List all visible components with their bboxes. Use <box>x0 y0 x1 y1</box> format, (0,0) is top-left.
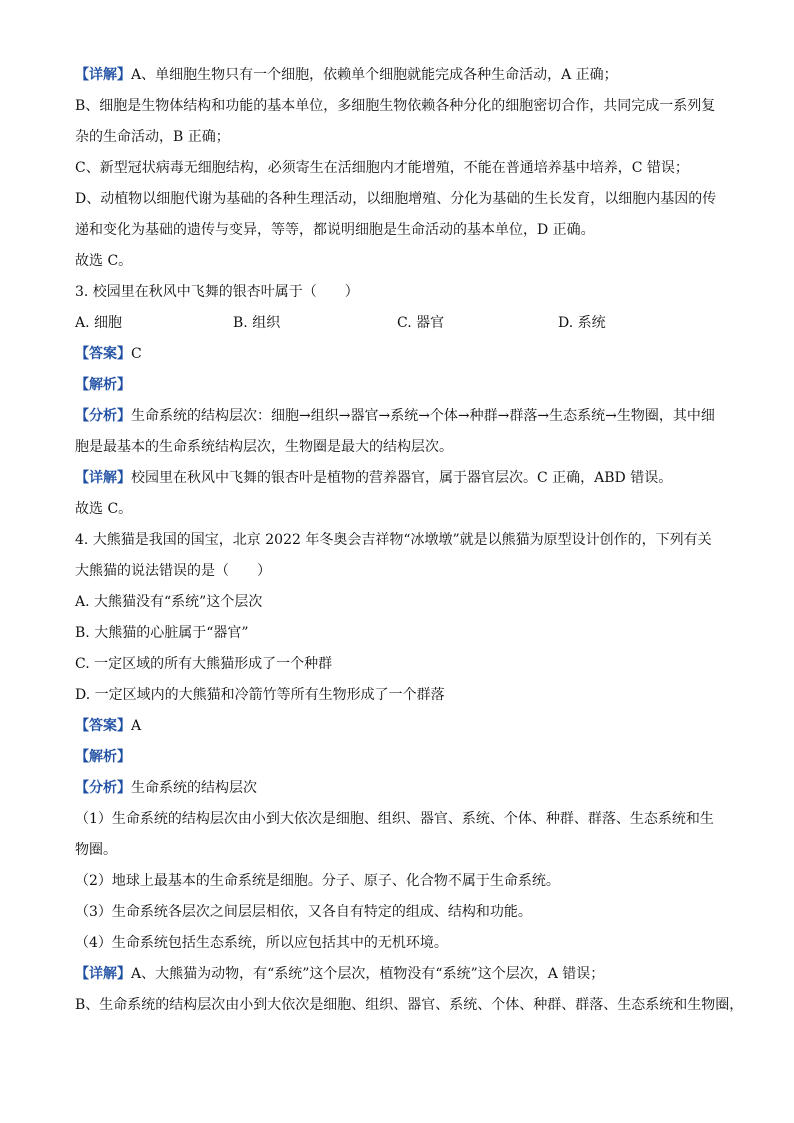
q4-fenxi <box>75 773 725 804</box>
q3-stem: 3. 校园里在秋风中飞舞的银杏叶属于（ ） <box>75 284 359 300</box>
q2-detail-a <box>75 60 725 91</box>
analysis-label: 【解析】 <box>75 377 131 393</box>
detail-label: 【详解】 <box>75 966 131 982</box>
q3-options <box>75 308 725 339</box>
q3-choice: 故选 C。 <box>75 501 133 517</box>
q4-detail-a-text: A、大熊猫为动物，有“系统”这个层次，植物没有“系统”这个层次，A 错误； <box>131 966 605 982</box>
q3-fenxi-text: 生命系统的结构层次：细胞→组织→器官→系统→个体→种群→群落→生态系统→生物圈，其中细胞是最基本的生命系统结构层次，生物圈是最大的结构层次。 <box>75 408 715 455</box>
q4-detail-a <box>75 959 725 990</box>
q4-analysis <box>75 742 725 773</box>
q4-point-4: （4）生命系统包括生态系统，所以应包括其中的无机环境。 <box>75 935 448 951</box>
q3-detail-text: 校园里在秋风中飞舞的银杏叶是植物的营养器官，属于器官层次。C 正确，ABD 错误。 <box>131 470 673 486</box>
q3-option-a: A. 细胞 <box>75 315 123 331</box>
q4-option-c: C. 一定区域的所有大熊猫形成了一个种群 <box>75 656 333 672</box>
q2-choice: 故选 C。 <box>75 253 133 269</box>
q3-option-d: D. 系统 <box>558 315 606 331</box>
q4-answer-value: A <box>131 718 142 734</box>
q3-answer <box>75 339 725 370</box>
q2-detail-b: B、细胞是生物体结构和功能的基本单位，多细胞生物依赖各种分化的细胞密切合作，共同完成一系列复杂的生命活动，B 正确； <box>75 98 716 145</box>
q4-answer <box>75 711 725 742</box>
q4-stem: 4. 大熊猫是我国的国宝，北京 2022 年冬奥会吉祥物“冰墩墩”就是以熊猫为原型设计创作的，下列有关大熊猫的说法错误的是（ ） <box>75 532 712 579</box>
q3-answer-value: C <box>131 346 142 362</box>
detail-label: 【详解】 <box>75 67 131 83</box>
q4-option-a: A. 大熊猫没有“系统”这个层次 <box>75 594 263 610</box>
q3-option-c: C. 器官 <box>397 315 445 331</box>
q4-point-2: （2）地球上最基本的生命系统是细胞。分子、原子、化合物不属于生命系统。 <box>75 873 560 889</box>
analysis-label: 【解析】 <box>75 749 131 765</box>
q3-option-b: B. 组织 <box>233 315 281 331</box>
q3-analysis <box>75 370 725 401</box>
q4-point-3: （3）生命系统各层次之间层层相依，又各自有特定的组成、结构和功能。 <box>75 904 532 920</box>
q2-detail-a-text: A、单细胞生物只有一个细胞，依赖单个细胞就能完成各种生命活动，A 正确； <box>131 67 618 83</box>
answer-label: 【答案】 <box>75 718 131 734</box>
document-page <box>75 60 744 1021</box>
q4-fenxi-text: 生命系统的结构层次 <box>131 780 257 796</box>
q4-option-d: D. 一定区域内的大熊猫和冷箭竹等所有生物形成了一个群落 <box>75 687 445 703</box>
q3-detail <box>75 463 725 494</box>
q4-point-1: （1）生命系统的结构层次由小到大依次是细胞、组织、器官、系统、个体、种群、群落、生态系统和生物圈。 <box>75 811 714 858</box>
q4-detail-b: B、生命系统的结构层次由小到大依次是细胞、组织、器官、系统、个体、种群、群落、生态系统和生物圈， <box>75 997 744 1013</box>
answer-label: 【答案】 <box>75 346 131 362</box>
fenxi-label: 【分析】 <box>75 408 131 424</box>
q2-detail-c: C、新型冠状病毒无细胞结构，必须寄生在活细胞内才能增殖，不能在普通培养基中培养，C 错误； <box>75 160 689 176</box>
fenxi-label: 【分析】 <box>75 780 131 796</box>
detail-label: 【详解】 <box>75 470 131 486</box>
q2-detail-d: D、动植物以细胞代谢为基础的各种生理活动，以细胞增殖、分化为基础的生长发育，以细胞内基因的传递和变化为基础的遗传与变异，等等，都说明细胞是生命活动的基本单位，D 正确。 <box>75 191 717 238</box>
q4-option-b: B. 大熊猫的心脏属于“器官” <box>75 625 249 641</box>
q3-fenxi <box>75 401 725 463</box>
